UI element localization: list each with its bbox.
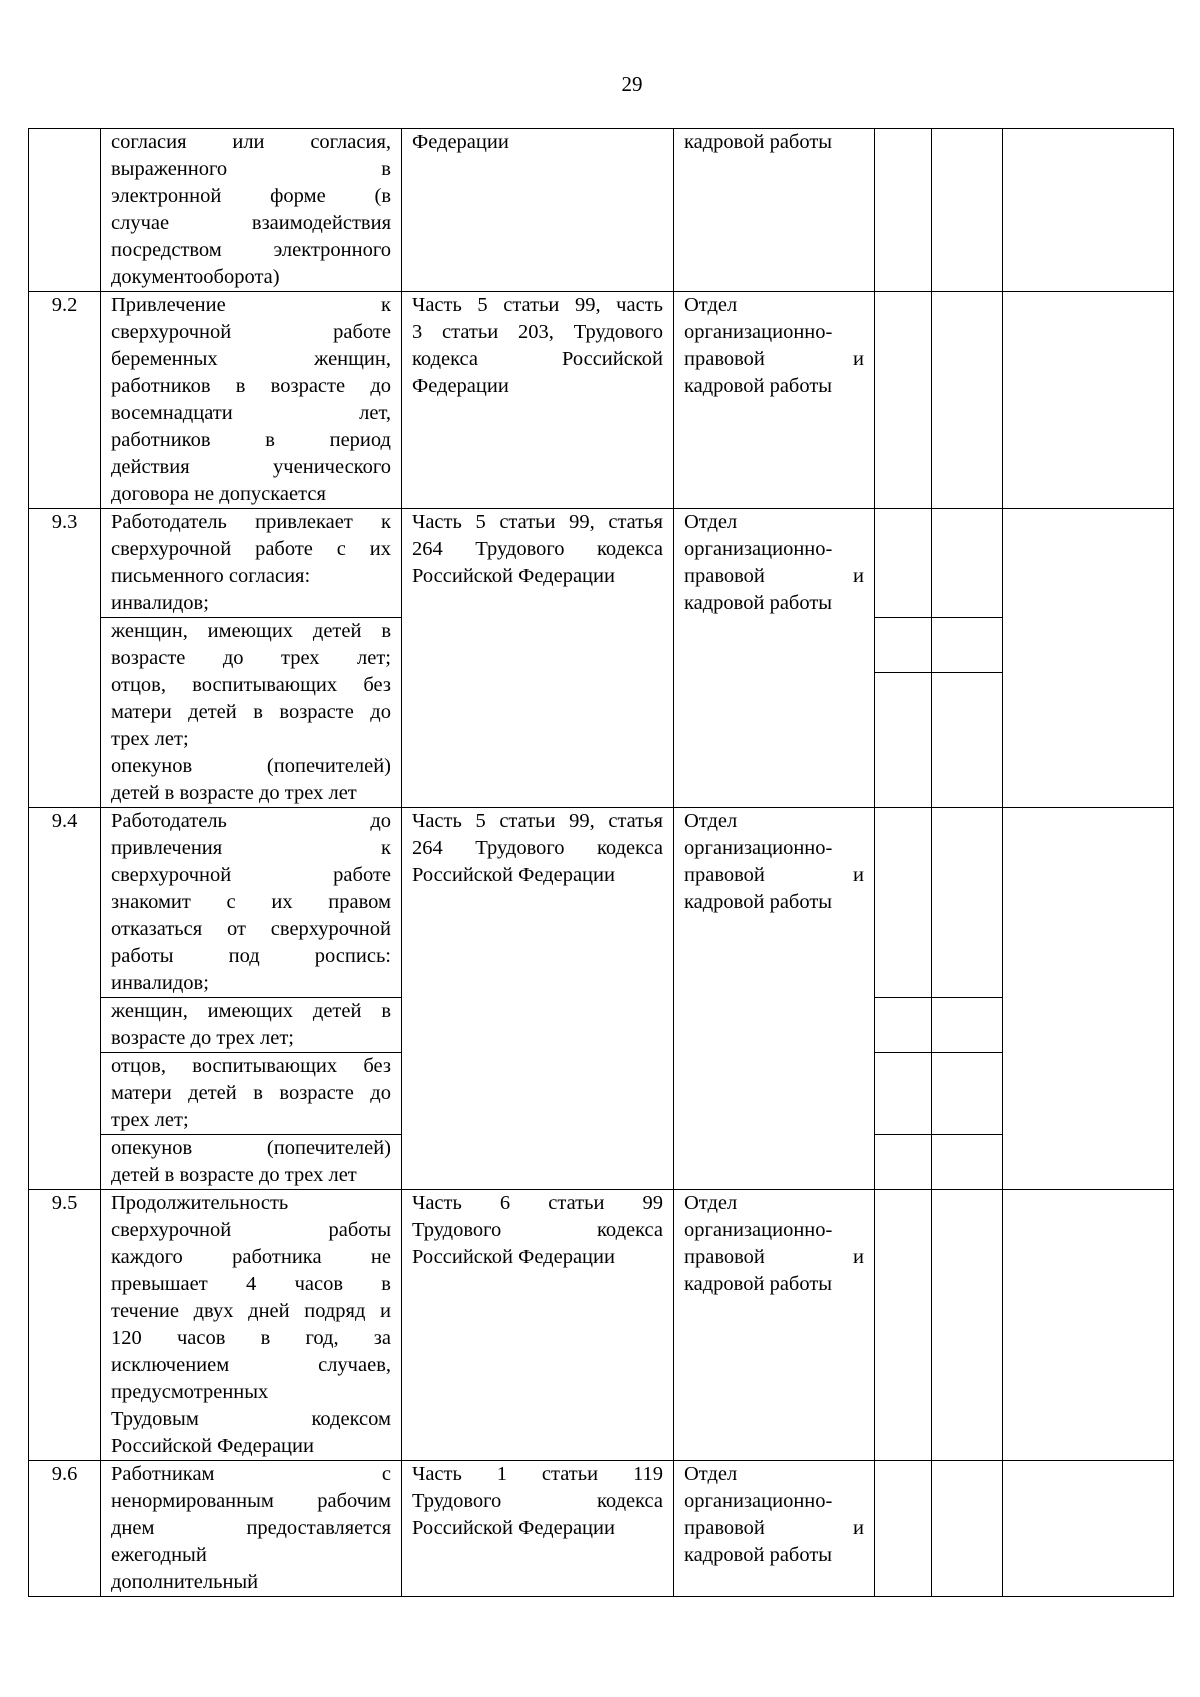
notes-cell [1003,1190,1174,1461]
table-row [29,292,1174,509]
text-line: Трудовым кодексом [111,1408,391,1430]
text-line: матери детей в возрасте до [111,701,391,723]
text-line: организационно- [684,538,833,560]
text-line: возрасте до трех лет; [111,647,391,669]
answer-yes-cell [875,1190,932,1461]
requirement-cell [101,1135,402,1190]
text-line: опекунов (попечителей) [111,755,391,777]
text-line: сверхурочной работе [111,864,391,886]
text-line: работы под роспись: [111,945,391,967]
text-line: организационно- [684,321,833,343]
row-number: 9.3 [29,509,101,808]
answer-no-cell [932,1135,1003,1190]
text-line: привлечения к [111,837,391,859]
text-line: работников в возрасте до [111,375,391,397]
text-line: 120 часов в год, за [111,1327,391,1349]
text-line: правовой и [684,565,864,587]
text-line: правовой и [684,864,864,886]
responsible-dept-cell [674,129,875,292]
text-line: ежегодный [111,1544,207,1566]
text-line: правовой и [684,1517,864,1539]
text-line: инвалидов; [111,972,209,994]
answer-no-cell [932,998,1003,1053]
row-number: 9.4 [29,808,101,1190]
text-line: Трудового кодекса [412,1490,663,1512]
text-line: возрасте до трех лет; [111,1027,294,1049]
requirement-cell [101,1053,402,1135]
answer-no-cell [932,618,1003,673]
text-line: Работодатель привлекает к [111,511,391,533]
text-line: кадровой работы [684,1273,833,1295]
text-line: организационно- [684,837,833,859]
text-line: Российской Федерации [111,1435,314,1457]
responsible-dept-cell [674,1461,875,1597]
text-line: организационно- [684,1490,833,1512]
text-line: работников в период [111,429,391,451]
text-line: кадровой работы [684,891,833,913]
requirement-cell [101,998,402,1053]
text-line: исключением случаев, [111,1354,391,1376]
text-line: Российской Федерации [412,1246,615,1268]
requirement-cell [101,618,402,808]
text-line: кадровой работы [684,1544,833,1566]
text-line: Российской Федерации [412,565,615,587]
text-line: опекунов (попечителей) [111,1137,391,1159]
text-line: документооборота) [111,266,280,288]
text-line: Отдел [684,810,738,832]
text-line: сверхурочной работы [111,1219,391,1241]
requirement-cell [101,808,402,998]
requirement-cell [101,129,402,292]
text-line: действия ученического [111,456,391,478]
text-line: отцов, воспитывающих без [111,674,391,696]
text-line: Отдел [684,1192,738,1214]
text-line: Отдел [684,294,738,316]
answer-yes-cell [875,998,932,1053]
answer-no-cell [932,129,1003,292]
text-line: 3 статьи 203, Трудового [412,321,663,343]
text-line: Отдел [684,511,738,533]
row-number [29,129,101,292]
row-number: 9.6 [29,1461,101,1597]
answer-no-cell [932,292,1003,509]
text-line: женщин, имеющих детей в [111,620,391,642]
text-line: кадровой работы [684,375,833,397]
answer-yes-cell [875,672,932,807]
table-row [29,808,1174,998]
notes-cell [1003,1461,1174,1597]
legal-basis-cell [402,1461,674,1597]
responsible-dept-cell [674,808,875,1190]
legal-basis-cell [402,509,674,808]
text-line: кадровой работы [684,592,833,614]
text-line: беременных женщин, [111,348,391,370]
text-line: Работникам с [111,1463,391,1485]
answer-no-cell [932,808,1003,998]
text-line: отказаться от сверхурочной [111,918,391,940]
checklist-table [28,128,1174,1597]
text-line: Часть 5 статьи 99, часть [412,294,663,316]
text-line: предусмотренных [111,1381,269,1403]
text-line: женщин, имеющих детей в [111,1000,391,1022]
requirement-cell [101,509,402,618]
answer-yes-cell [875,509,932,618]
text-line: ненормированным рабочим [111,1490,391,1512]
legal-basis-cell [402,808,674,1190]
answer-yes-cell [875,1461,932,1597]
table-row [29,509,1174,618]
text-line: отцов, воспитывающих без [111,1055,391,1077]
row-number: 9.2 [29,292,101,509]
text-line: Привлечение к [111,294,391,316]
text-line: Федерации [412,375,509,397]
text-line: детей в возрасте до трех лет [111,1164,357,1186]
table-row [29,1461,1174,1597]
text-line: кодекса Российской [412,348,663,370]
text-line: Продолжительность [111,1192,289,1214]
requirement-cell [101,1461,402,1597]
requirement-cell [101,1190,402,1461]
text-line: Работодатель до [111,810,391,832]
answer-yes-cell [875,808,932,998]
text-line: восемнадцати лет, [111,402,391,424]
notes-cell [1003,509,1174,808]
text-line: детей в возрасте до трех лет [111,782,357,804]
responsible-dept-cell [674,292,875,509]
legal-basis-cell [402,292,674,509]
text-line: электронной форме (в [111,185,391,207]
text-line: согласия или согласия, [111,131,391,153]
text-line: каждого работника не [111,1246,391,1268]
text-line: трех лет; [111,1109,189,1131]
notes-cell [1003,808,1174,1190]
text-line: знакомит с их правом [111,891,391,913]
text-line: течение двух дней подряд и [111,1300,391,1322]
page-number: 29 [621,72,643,96]
requirement-cell [101,292,402,509]
text-line: трех лет; [111,728,189,750]
answer-yes-cell [875,618,932,673]
answer-no-cell [932,1190,1003,1461]
notes-cell [1003,129,1174,292]
text-line: Часть 5 статьи 99, статья [412,511,663,533]
text-line: Отдел [684,1463,738,1485]
text-line: сверхурочной работе с их [111,538,391,560]
text-line: кадровой работы [684,131,833,153]
answer-yes-cell [875,1053,932,1135]
answer-yes-cell [875,1135,932,1190]
text-line: Федерации [412,131,509,153]
text-line: 264 Трудового кодекса [412,538,663,560]
text-line: Трудового кодекса [412,1219,663,1241]
answer-no-cell [932,1461,1003,1597]
text-line: правовой и [684,348,864,370]
text-line: правовой и [684,1246,864,1268]
text-line: Часть 5 статьи 99, статья [412,810,663,832]
text-line: матери детей в возрасте до [111,1082,391,1104]
text-line: договора не допускается [111,483,326,505]
answer-no-cell [932,1053,1003,1135]
text-line: 264 Трудового кодекса [412,837,663,859]
answer-no-cell [932,672,1003,807]
table-row [29,1190,1174,1461]
text-line: организационно- [684,1219,833,1241]
text-line: сверхурочной работе [111,321,391,343]
text-line: посредством электронного [111,239,391,261]
text-line: Часть 6 статьи 99 [412,1192,663,1214]
notes-cell [1003,292,1174,509]
text-line: Российской Федерации [412,864,615,886]
answer-no-cell [932,509,1003,618]
text-line: случае взаимодействия [111,212,391,234]
text-line: днем предоставляется [111,1517,391,1539]
responsible-dept-cell [674,1190,875,1461]
text-line: Российской Федерации [412,1517,615,1539]
legal-basis-cell [402,1190,674,1461]
legal-basis-cell [402,129,674,292]
answer-yes-cell [875,129,932,292]
table-row [29,129,1174,292]
text-line: дополнительный [111,1571,259,1593]
text-line: письменного согласия: [111,565,311,587]
text-line: превышает 4 часов в [111,1273,391,1295]
row-number: 9.5 [29,1190,101,1461]
text-line: Часть 1 статьи 119 [412,1463,663,1485]
answer-yes-cell [875,292,932,509]
responsible-dept-cell [674,509,875,808]
text-line: инвалидов; [111,592,209,614]
text-line: выраженного в [111,158,391,180]
